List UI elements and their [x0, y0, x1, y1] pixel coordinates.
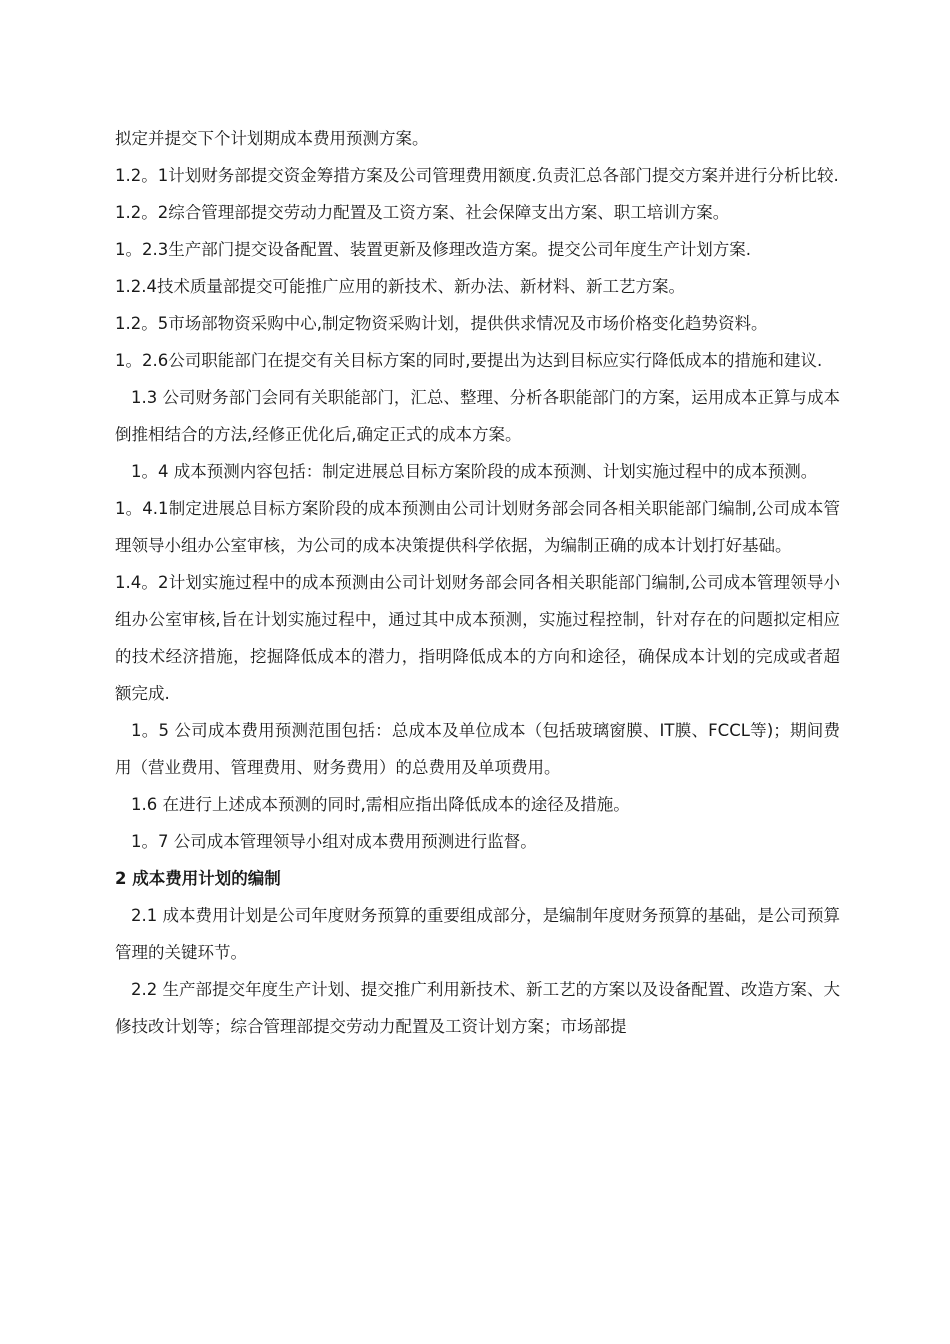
section-heading: 2 成本费用计划的编制 [115, 869, 281, 888]
paragraph: 1.2。2综合管理部提交劳动力配置及工资方案、社会保障支出方案、职工培训方案。 [115, 203, 730, 222]
paragraph: 1。4 成本预测内容包括：制定进展总目标方案阶段的成本预测、计划实施过程中的成本预测。 [131, 462, 818, 481]
paragraph: 1。2.6公司职能部门在提交有关目标方案的同时,要提出为达到目标应实行降低成本的措施和建议. [115, 351, 823, 370]
paragraph: 拟定并提交下个计划期成本费用预测方案。 [115, 129, 429, 148]
document-body [115, 120, 840, 1045]
paragraph: 1。5 公司成本费用预测范围包括：总成本及单位成本（包括玻璃窗膜、IT膜、FCCL等)；期间费用（营业费用、管理费用、财务费用）的总费用及单项费用。 [115, 721, 840, 777]
paragraph: 1.4。2计划实施过程中的成本预测由公司计划财务部会同各相关职能部门编制,公司成本管理领导小组办公室审核,旨在计划实施过程中，通过其中成本预测，实施过程控制，针对存在的问题拟定相应的技术经济措施，挖掘降低成本的潜力，指明降低成本的方向和途径，确保成本计划的完成或者超额完成. [115, 573, 840, 703]
paragraph: 1。4.1制定进展总目标方案阶段的成本预测由公司计划财务部会同各相关职能部门编制,公司成本管理领导小组办公室审核，为公司的成本决策提供科学依据，为编制正确的成本计划打好基础。 [115, 499, 840, 555]
paragraph: 2.1 成本费用计划是公司年度财务预算的重要组成部分，是编制年度财务预算的基础，是公司预算管理的关键环节。 [115, 906, 840, 962]
paragraph: 1.3 公司财务部门会同有关职能部门，汇总、整理、分析各职能部门的方案，运用成本正算与成本倒推相结合的方法,经修正优化后,确定正式的成本方案。 [115, 388, 840, 444]
paragraph: 1.2。5市场部物资采购中心,制定物资采购计划，提供供求情况及市场价格变化趋势资料。 [115, 314, 768, 333]
paragraph: 1。7 公司成本管理领导小组对成本费用预测进行监督。 [131, 832, 537, 851]
paragraph: 1。2.3生产部门提交设备配置、装置更新及修理改造方案。提交公司年度生产计划方案. [115, 240, 751, 259]
paragraph: 1.6 在进行上述成本预测的同时,需相应指出降低成本的途径及措施。 [131, 795, 630, 814]
paragraph: 1.2.4技术质量部提交可能推广应用的新技术、新办法、新材料、新工艺方案。 [115, 277, 685, 296]
paragraph: 2.2 生产部提交年度生产计划、提交推广利用新技术、新工艺的方案以及设备配置、改造方案、大修技改计划等；综合管理部提交劳动力配置及工资计划方案；市场部提 [115, 980, 840, 1036]
paragraph: 1.2。1计划财务部提交资金筹措方案及公司管理费用额度.负责汇总各部门提交方案并进行分析比较. [115, 166, 839, 185]
